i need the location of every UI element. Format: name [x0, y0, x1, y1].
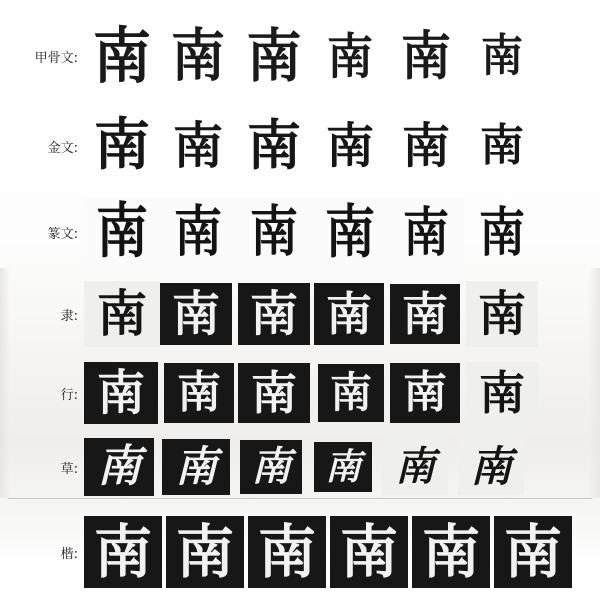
glyph-cursive-1: 南	[97, 441, 141, 492]
glyph-bronze-4: 南	[325, 118, 374, 174]
row-label-bronze: 金文:	[47, 140, 78, 156]
glyph-strip-clerical	[84, 281, 600, 347]
glyph-cell	[160, 16, 236, 96]
glyph-cell	[164, 363, 234, 423]
glyph-cell	[388, 198, 464, 266]
glyph-strip-cursive	[84, 438, 600, 496]
row-seal	[0, 196, 600, 268]
glyph-oracle-1: 南	[92, 20, 151, 92]
glyph-regular-6: 南	[503, 518, 562, 586]
glyph-cell	[84, 281, 160, 347]
glyph-bronze-1: 南	[94, 113, 150, 178]
glyph-cell	[388, 108, 464, 184]
glyph-bronze-2: 南	[173, 117, 223, 175]
glyph-cell	[464, 198, 540, 266]
glyph-seal-1: 南	[95, 196, 148, 267]
glyph-cursive-4: 南	[324, 446, 361, 488]
glyph-cell	[84, 16, 160, 96]
glyph-cell	[314, 283, 384, 345]
glyph-seal-3: 南	[249, 199, 298, 265]
glyph-cell	[388, 16, 464, 96]
glyph-cell	[166, 516, 244, 588]
glyph-strip-regular	[84, 516, 600, 588]
glyph-oracle-6: 南	[480, 29, 523, 82]
glyph-cell	[238, 283, 310, 345]
glyph-clerical-3: 南	[249, 286, 298, 342]
glyph-cell	[240, 440, 302, 494]
glyph-cell	[318, 364, 384, 422]
glyph-cell	[494, 516, 572, 588]
glyph-oracle-4: 南	[327, 27, 373, 85]
glyph-cell	[162, 439, 230, 495]
glyph-cell	[236, 198, 312, 266]
row-bronze	[0, 106, 600, 186]
glyph-cell	[312, 198, 388, 266]
glyph-regular-5: 南	[421, 518, 480, 586]
glyph-regular-4: 南	[339, 518, 398, 586]
glyph-running-6: 南	[479, 366, 525, 420]
glyph-cell	[84, 108, 160, 184]
glyph-cell	[312, 16, 388, 96]
glyph-running-1: 南	[96, 365, 145, 421]
glyph-cell	[160, 283, 232, 345]
glyph-cursive-5: 南	[395, 443, 435, 490]
row-regular	[0, 512, 600, 592]
section-divider	[8, 498, 592, 499]
glyph-cell	[464, 108, 540, 184]
glyph-cell	[84, 438, 154, 496]
glyph-clerical-4: 南	[326, 287, 372, 341]
glyph-cell	[390, 284, 460, 344]
glyph-cell	[312, 108, 388, 184]
glyph-oracle-5: 南	[401, 25, 451, 87]
row-cursive	[0, 434, 600, 500]
glyph-cursive-3: 南	[251, 443, 291, 490]
glyph-running-5: 南	[403, 367, 447, 418]
glyph-cell	[84, 198, 160, 266]
glyph-cell	[382, 439, 448, 495]
glyph-cell	[464, 16, 540, 96]
glyph-cell	[238, 363, 310, 423]
glyph-cursive-2: 南	[174, 442, 217, 491]
row-label-running: 行:	[60, 387, 78, 403]
glyph-clerical-6: 南	[477, 286, 526, 342]
row-label-oracle-bone: 甲骨文:	[34, 50, 78, 66]
glyph-cell	[412, 516, 490, 588]
glyph-bronze-3: 南	[247, 114, 301, 177]
glyph-cell	[160, 198, 236, 266]
glyph-cell	[458, 439, 524, 495]
glyph-cell	[466, 281, 538, 347]
glyph-strip-oracle-bone	[84, 16, 600, 96]
glyph-cell	[466, 362, 538, 424]
glyph-running-4: 南	[329, 368, 372, 417]
glyph-seal-2: 南	[173, 199, 222, 265]
glyph-clerical-2: 南	[171, 286, 220, 342]
row-label-regular: 楷:	[60, 546, 78, 562]
glyph-oracle-2: 南	[171, 22, 225, 89]
glyph-cell	[236, 108, 312, 184]
row-label-clerical: 隶:	[60, 308, 78, 324]
row-label-cursive: 草:	[60, 461, 78, 477]
glyph-cell	[330, 516, 408, 588]
glyph-cell	[160, 108, 236, 184]
glyph-cursive-6: 南	[469, 442, 512, 491]
glyph-seal-6: 南	[479, 200, 525, 264]
glyph-clerical-1: 南	[97, 284, 147, 343]
glyph-regular-2: 南	[175, 518, 234, 586]
glyph-bronze-5: 南	[401, 118, 450, 174]
glyph-strip-seal	[84, 198, 600, 266]
row-oracle-bone	[0, 14, 600, 98]
glyph-strip-running	[84, 362, 600, 424]
row-running	[0, 358, 600, 428]
row-label-seal: 篆文:	[47, 226, 78, 242]
glyph-strip-bronze	[84, 108, 600, 184]
glyph-regular-3: 南	[257, 518, 316, 586]
glyph-cell	[84, 362, 158, 424]
row-clerical	[0, 278, 600, 350]
glyph-seal-5: 南	[403, 200, 449, 264]
glyph-cell	[236, 16, 312, 96]
glyph-running-2: 南	[177, 367, 221, 418]
glyph-running-3: 南	[251, 366, 297, 420]
glyph-clerical-5: 南	[402, 287, 448, 341]
glyph-cell	[390, 363, 460, 423]
glyph-bronze-6: 南	[480, 120, 524, 171]
glyph-cell	[84, 516, 162, 588]
glyph-regular-1: 南	[93, 518, 152, 586]
glyph-oracle-3: 南	[246, 21, 302, 90]
glyph-cell	[314, 442, 372, 492]
glyph-seal-4: 南	[325, 197, 375, 266]
glyph-cell	[248, 516, 326, 588]
